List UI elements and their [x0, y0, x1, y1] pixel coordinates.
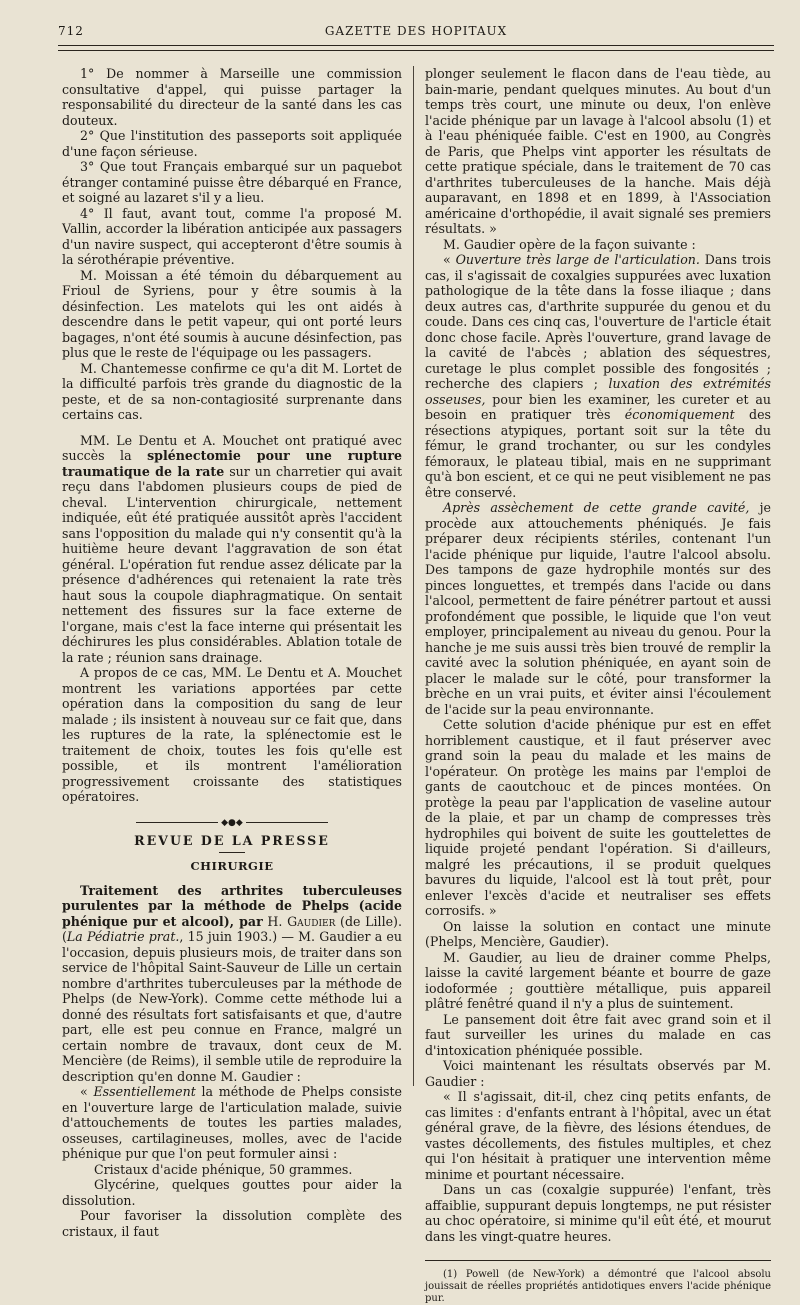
- section-ornament: ◆●◆: [62, 819, 402, 827]
- article-title: Traitement des arthrites tuberculeuses purulentes par la méthode de Phelps (acide phénique pur et alcool), par: [62, 882, 402, 929]
- proposal-4: 4° Il faut, avant tout, comme l'a proposé M. Vallin, accorder la libération anticipée aux passagers d'un navire suspect, qui accepteront d'être soumis à la sérothérapie préventive.: [62, 205, 402, 267]
- section-small-rule: [219, 852, 245, 853]
- splenectomy-title: splénectomie pour une rupture traumatique de la rate: [62, 448, 402, 479]
- chantemesse-paragraph: M. Chantemesse confirme ce qu'a dit M. Lortet de la difficulté parfois très grande du diagnostic de la peste, et de sa non-contagiosité surprenante dans certains cas.: [62, 360, 402, 422]
- assechement-paragraph: Après assèchement de cette grande cavité, je procède aux attouchements phéniqués. Je fais préparer deux récipients stériles, contenant l'un l'acide phénique pur liquide, l'autre l'alcool absolu. Des tampons de gaze hydrophile montés sur des pinces longuettes, et trempés dans l'acide ou dans l'alcool, permettent de faire pénétrer partout et aussi profondément que possible, le liquide que l'on veut employer, principalement au niveau du genou. Pour la hanche je me suis aussi très bien trouvé de remplir la cavité avec la solution phéniquée, en ayant soin de placer le malade sur le côté, pour transformer la brèche en un vrai puits, et éviter ainsi l'écoulement de l'acide sur la peau environnante.: [425, 500, 771, 717]
- recipe-line-1: Cristaux d'acide phénique, 50 grammes.: [94, 1161, 353, 1177]
- proposal-3: 3° Que tout Français embarqué sur un paquebot étranger contaminé puisse être débarqué en France, et soigné au lazaret s'il y a lieu.: [62, 159, 402, 205]
- header-rule-bottom: [58, 50, 774, 51]
- proposal-1: 1° De nommer à Marseille une commission consultative d'appel, qui puisse partager la responsabilité du directeur de la santé dans les cas douteux.: [62, 66, 402, 128]
- article-author: H. Gaudier: [267, 913, 336, 929]
- right-column: [425, 66, 771, 1305]
- left-column: [62, 66, 402, 1239]
- solution-paragraph: Cette solution d'acide phénique pur est en effet horriblement caustique, et il faut préserver avec grand soin la peau du malade et les mains de l'opérateur. On protège les mains par l'emploi de gants de caoutchouc et de pinces montées. On protège la peau par l'application de vaseline autour de la plaie, et par un champ de compresses très hydrophiles qui boivent de suite les gouttelettes de liquide projeté pendant l'opération. Si d'ailleurs, malgré les précautions, il se produit quelques bavures du liquide, l'alcool est là tout prêt, pour enlever l'excès d'acide et neutraliser ses effets corrosifs. »: [425, 717, 771, 918]
- header-rule-top: [58, 45, 774, 46]
- contact-paragraph: On laisse la solution en contact une minute (Phelps, Mencière, Gaudier).: [425, 918, 771, 949]
- footnote: (1) Powell (de New-York) a démontré que l'alcool absolu jouissait de réelles propriétés antidotiques envers l'acide phénique pur.: [425, 1269, 771, 1304]
- page-number: 712: [58, 24, 84, 38]
- proposal-2: 2° Que l'institution des passeports soit appliquée d'une façon sérieuse.: [62, 128, 402, 159]
- essentiellement-paragraph: « Essentiellement la méthode de Phelps consiste en l'ouverture large de l'articulation malade, suivie d'attouchements de toutes les parties malades, osseuses, cartilagineuses, molles, avec de l'acide phénique pur que l'on peut formuler ainsi :: [62, 1084, 402, 1161]
- moissan-paragraph: M. Moissan a été témoin du débarquement au Frioul de Syriens, pour y être soumis à la désinfection. Les matelots qui les ont aidés à descendre dans le petit vapeur, qui ont porté leurs bagages, n'ont été soumis à aucune désinfection, pas plus que le reste de l'équipage ou les passagers.: [62, 267, 402, 360]
- column-divider: [413, 66, 414, 1086]
- ouverture-paragraph: « Ouverture très large de l'articulation. Dans trois cas, il s'agissait de coxalgies suppurées avec luxation pathologique de la tête dans la fosse iliaque ; dans deux autres cas, d'arthrite suppurée du genou et du coude. Dans ces cinq cas, l'ouverture de l'article était donc chose facile. Après l'ouverture, grand lavage de la cavité de l'abcès ; ablation des séquestres, curetage le plus complet possible des fongosités ; recherche des clapiers ; luxation des extrémités osseuses, pour bien les examiner, les cureter et au besoin en pratiquer très économiquement des résections atypiques, portant soit sur la tête du fémur, le grand trochanter, ou sur les condyles fémoraux, le plateau tibial, mais en ne supprimant qu'à bon escient, et ce qui ne peut visiblement ne pas être conservé.: [425, 252, 771, 500]
- article-paragraph: Traitement des arthrites tuberculeuses purulentes par la méthode de Phelps (acide phénique pur et alcool), par H. Gaudier (de Lille). (La Pédiatrie prat., 15 juin 1903.) — M. Gaudier a eu l'occasion, depuis plusieurs mois, de traiter dans son service de l'hôpital Saint-Sauveur de Lille un certain nombre d'arthrites tuberculeuses par la méthode de Phelps (de New-York). Comme cette méthode lui a donné des résultats fort satisfaisants et que, d'autre part, elle est peu connue en France, malgré un certain nombre de travaux, dont ceux de M. Mencière (de Reims), il semble utile de reproduire la description qu'en donne M. Gaudier :: [62, 882, 402, 1084]
- continuation-line: Pour favoriser la dissolution complète des cristaux, il faut: [62, 1208, 402, 1239]
- apropos-paragraph: A propos de ce cas, MM. Le Dentu et A. Mouchet montrent les variations apportées par cette opération dans la composition du sang de leur malade ; ils insistent à nouveau sur ce fait que, dans les ruptures de la rate, la splénectomie est le traitement de choix, toutes les fois qu'elle est possible, et ils montrent l'amélioration progressivement croissante des statistiques opératoires.: [62, 665, 402, 804]
- section-title: REVUE DE LA PRESSE: [134, 832, 330, 848]
- source-journal: La Pédiatrie prat.: [66, 929, 180, 944]
- footnote-rule: [425, 1260, 771, 1261]
- journal-title: GAZETTE DES HOPITAUX: [324, 24, 508, 38]
- splenectomy-paragraph: MM. Le Dentu et A. Mouchet ont pratiqué avec succès la splénectomie pour une rupture traumatique de la rate sur un charretier qui avait reçu dans l'abdomen plusieurs coups de pied de cheval. L'intervention chirurgicale, nettement indiquée, eût été pratiquée aussitôt après l'accident sans l'opposition du malade qui n'y consentit qu'à la huitième heure devant l'aggravation de son état général. L'opération fut rendue assez délicate par la présence d'adhérences qui retenaient la rate très haut sous la coupole diaphragmatique. On sentait nettement des fissures sur la face externe de l'organe, mais c'est la face interne qui présentait les déchirures les plus considérables. Ablation totale de la rate ; réunion sans drainage.: [62, 432, 403, 665]
- subsection-title: CHIRURGIE: [190, 859, 274, 873]
- pansement-paragraph: Le pansement doit être fait avec grand soin et il faut surveiller les urines du malade en cas d'intoxication phéniquée possible.: [425, 1011, 771, 1058]
- drainage-paragraph: M. Gaudier, au lieu de drainer comme Phelps, laisse la cavité largement béante et bourre de gaze iodoformée ; gouttière métallique, puis appareil plâtré fenêtré quand il n'y a plus de suintement.: [425, 949, 771, 1011]
- continued-paragraph: plonger seulement le flacon dans de l'eau tiède, au bain-marie, pendant quelques minutes. Au bout d'un temps très court, une minute ou deux, l'on enlève l'acide phénique par un lavage à l'alcool absolu (1) et à l'eau phéniquée faible. C'est en 1900, au Congrès de Paris, que Phelps vint apporter les résultats de cette pratique spéciale, dans le traitement de 70 cas d'arthrites tuberculeuses de la hanche. Mais déjà auparavant, en 1898 et en 1899, à l'Association américaine d'orthopédie, il avait signalé ses premiers résultats. »: [425, 66, 771, 236]
- cases-paragraph: « Il s'agissait, dit-il, chez cinq petits enfants, de cas limites : d'enfants entrant à l'hôpital, avec un état général grave, de la fièvre, des lésions étendues, de vastes décollements, des fistules multiples, et chez qui l'on hésitait à pratiquer une intervention même minime et pourtant nécessaire.: [425, 1089, 771, 1182]
- coxalgie-paragraph: Dans un cas (coxalgie suppurée) l'enfant, très affaiblie, suppurant depuis longtemps, ne put résister au choc opératoire, si minime qu'il eût été, et mourut dans les vingt-quatre heures.: [425, 1182, 771, 1244]
- gaudier-opere: M. Gaudier opère de la façon suivante :: [443, 236, 696, 252]
- page-header: [58, 18, 774, 38]
- resultats-paragraph: Voici maintenant les résultats observés par M. Gaudier :: [425, 1058, 771, 1089]
- recipe-line-2: Glycérine, quelques gouttes pour aider la dissolution.: [62, 1177, 402, 1208]
